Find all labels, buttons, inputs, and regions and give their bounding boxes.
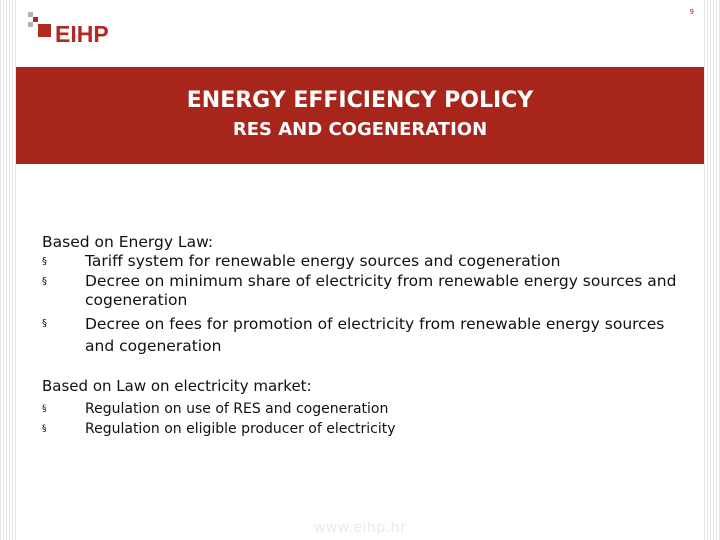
logo-square-icon <box>28 22 33 27</box>
list-item <box>42 272 692 311</box>
bullet-icon: § <box>42 275 47 287</box>
list-item <box>42 252 692 272</box>
slide-title: ENERGY EFFICIENCY POLICY <box>186 88 534 113</box>
bullet-list <box>42 399 692 439</box>
list-item-text: Regulation on use of RES and cogeneration <box>85 400 389 417</box>
bullet-icon: § <box>42 403 47 414</box>
section-heading: Based on Energy Law: <box>42 233 214 251</box>
section-electricity-market-law <box>42 375 692 439</box>
left-edge-pattern <box>0 0 16 540</box>
list-item <box>42 313 692 357</box>
slide-subtitle: RES AND COGENERATION <box>232 119 488 141</box>
bullet-icon: § <box>42 256 47 267</box>
list-item-text: Decree on fees for promotion of electricity from renewable energy sources and cogeneration <box>85 314 665 355</box>
title-banner <box>16 67 704 164</box>
page-number: 9 <box>689 8 694 16</box>
list-item <box>42 399 692 419</box>
bullet-icon: § <box>42 423 47 434</box>
right-edge-pattern <box>704 0 720 540</box>
logo-square-icon <box>33 17 38 22</box>
footer-url: www.eihp.hr <box>313 520 407 536</box>
list-item-text: Regulation on eligible producer of electricity <box>85 420 396 437</box>
list-item-text: Tariff system for renewable energy sources and cogeneration <box>85 252 561 270</box>
bullet-list <box>42 252 692 357</box>
slide-content <box>42 232 692 439</box>
bullet-icon: § <box>42 317 47 329</box>
eihp-logo <box>28 12 118 52</box>
list-item-text: Decree on minimum share of electricity from renewable energy sources and cogeneration <box>85 271 677 309</box>
logo-square-icon <box>38 24 51 37</box>
section-heading: Based on Law on electricity market: <box>42 376 312 395</box>
section-energy-law <box>42 232 692 357</box>
list-item <box>42 419 692 439</box>
logo-text: EIHP <box>55 21 109 47</box>
